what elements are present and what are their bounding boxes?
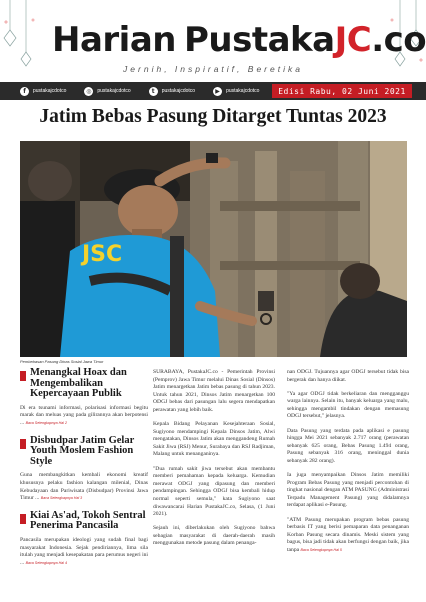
social-label: pustakajcdotco xyxy=(97,88,131,94)
side-story[interactable] xyxy=(20,436,148,503)
side-story-body xyxy=(20,472,148,503)
article-paragraph: Data Pasung yang terdata pada aplikasi e pasung hingga Mei 2021 sebanyak 2.717 orang (perawatan sebanyak 625 orang, Bebas Pasung 1.494 orang, Pasung sebanyak 316 orang, meninggal dunia sebanyak 282 orang). xyxy=(287,427,409,464)
article-column-1 xyxy=(153,369,275,554)
side-story-text: Guna membangkitkan kembali ekonomi kreatif khususnya pelaku fashion kalangan milenial, Dinas Kebudayaan dan Pariwisata (Disbudpar) Provinsi Jawa Timur ... xyxy=(20,472,148,502)
social-label: pustakajcdotco xyxy=(33,88,67,94)
twitter-icon: t xyxy=(149,87,158,96)
side-story-text: Di era tsunami informasi, polarisasi informasi begitu marak dan meluas yang pada gilirannya akan berpotensi ... xyxy=(20,404,148,426)
brand-pustaka: Pustaka xyxy=(183,20,335,60)
article-paragraph: Sejauh ini, diberlakukan oleh Sugiyono bahwa sebagian masyarakat di daerah-daerah masih menggunakan metode pasung dalam penanga- xyxy=(153,525,275,547)
red-marker-icon xyxy=(20,514,26,524)
photo-illustration xyxy=(20,141,407,357)
brand-harian: Harian xyxy=(52,20,176,60)
article-paragraph: "Ya agar ODGJ tidak berkeliaran dan mengganggu warga lainnya. Selain itu, banyak keluarga yang malu, sehingga mengambil tindakan dengan memasung ODGJ tersebut," jelasnya. xyxy=(287,390,409,420)
article-paragraph: Kepala Bidang Pelayanan Kesejahteraan Sosial, Sugiyono mendampingi Kepala Dinsos Jatim, Alwi mengatakan, Dinsos Jatim akan menggandeng Rumah Sakit Jiwa (RSJ) Menur, Surabaya dan RSJ Radjiman, Malang untuk menanganinya. xyxy=(153,421,275,458)
side-story-body xyxy=(20,537,148,568)
social-facebook[interactable] xyxy=(20,87,66,96)
facebook-icon: f xyxy=(20,87,29,96)
red-marker-icon xyxy=(20,439,26,449)
social-twitter[interactable] xyxy=(149,87,195,96)
side-stories xyxy=(20,368,148,568)
article-paragraph xyxy=(287,517,409,555)
read-more-link[interactable]: Baca Selengkapnya Hal 5 xyxy=(300,547,342,552)
social-label: pustakajcdotco xyxy=(161,88,196,94)
article-paragraph: SURABAYA, PustakaJC.co - Pemerintah Provinsi (Pemprov) Jawa Timur melalui Dinas Sosial (Dinsos) Jatim menargetkan Jatim bebas pasung di tahun 2023. Untuk tahun 2021, Dinsos Jatim menargetkan 100 ODGJ bebas dari pasungan lalu segera mendapatkan perawatan yang lebih baik. xyxy=(153,369,275,413)
social-youtube[interactable] xyxy=(213,87,259,96)
photo-caption: Pembebasan Pasung Dinas Sosial Jawa Timur xyxy=(20,359,104,364)
side-story-title[interactable]: Menangkal Hoax dan Mengembalikan Kepercayaan Publik xyxy=(30,367,127,399)
brand-jc: JC xyxy=(334,20,372,60)
tagline: Jernih, Inspiratif, Beretika xyxy=(123,64,303,74)
social-label: pustakajcdotco xyxy=(226,88,260,94)
read-more-link[interactable]: Baca Selengkapnya Hal 3 xyxy=(40,496,83,501)
social-instagram[interactable] xyxy=(84,87,130,96)
vest-logo-text: JSC xyxy=(82,242,123,267)
youtube-icon: ▶ xyxy=(213,87,222,96)
article-paragraph: "Dua rumah sakit jiwa tersebut akan membantu memberi pemahaman kepada keluarga. Kemudian merawat ODGJ yang dipasung dan memberi pendampingan. Sehingga ODGJ bisa kembali hidup normal seperti semula," kata Sugiyono saat diwawancarai Harian PustakaJC.co, Selasa, (1 Juni 2021). xyxy=(153,465,275,518)
masthead xyxy=(0,0,426,82)
brand-logo[interactable] xyxy=(52,18,426,62)
read-more-link[interactable]: Baca Selengkapnya Hal 2 xyxy=(25,420,67,425)
read-more-link[interactable]: Baca Selengkapnya Hal 4 xyxy=(25,561,67,566)
headline-photo[interactable] xyxy=(20,141,407,357)
main-headline[interactable]: Jatim Bebas Pasung Ditarget Tuntas 2023 xyxy=(39,106,387,127)
side-story-text: Pancasila merupakan ideologi yang sudah final bagi masyarakat Indonesia. Sejak pendiriannya, lima sila itulah yang menjadi kesepakatan para perumus negeri ini ... xyxy=(20,536,148,567)
side-story-body xyxy=(20,405,148,428)
brand-co: .co xyxy=(371,20,426,60)
red-marker-icon xyxy=(20,371,26,381)
edition-date-badge: Edisi Rabu, 02 Juni 2021 xyxy=(272,84,412,98)
article-paragraph: Ia juga menyampaikan Dinsos Jatim memiliki Program Bebas Pasung yang menjadi percontohan di tingkat nasional dengan ATM PASUNG (Administrasi Terpadu Management Pasung) yang didalamnya terdapat aplikasi e-Pasung. xyxy=(287,472,409,509)
article-column-2 xyxy=(287,369,409,554)
side-story[interactable] xyxy=(20,368,148,428)
article-text: "ATM Pasung merupakan program bebas pasung berbasis IT yang berisi pemaparan data penanganan Korban Pasung secara dinamis. Meski sistem yang bagus, bisa jadi tidak akan berfungsi dengan baik, jika tanpa xyxy=(287,516,409,553)
side-story-title[interactable]: Disbudpar Jatim Gelar Youth Moslem Fashion Style xyxy=(30,434,135,467)
side-story-title[interactable]: Kiai As'ad, Tokoh Sentral Penerima Pancasila xyxy=(30,509,146,532)
article-paragraph: nan ODGJ. Tujuannya agar ODGJ tersebut tidak bisa bergerak dan hanya diikat. xyxy=(287,369,409,383)
instagram-icon: ◎ xyxy=(86,87,92,95)
side-story[interactable] xyxy=(20,511,148,568)
